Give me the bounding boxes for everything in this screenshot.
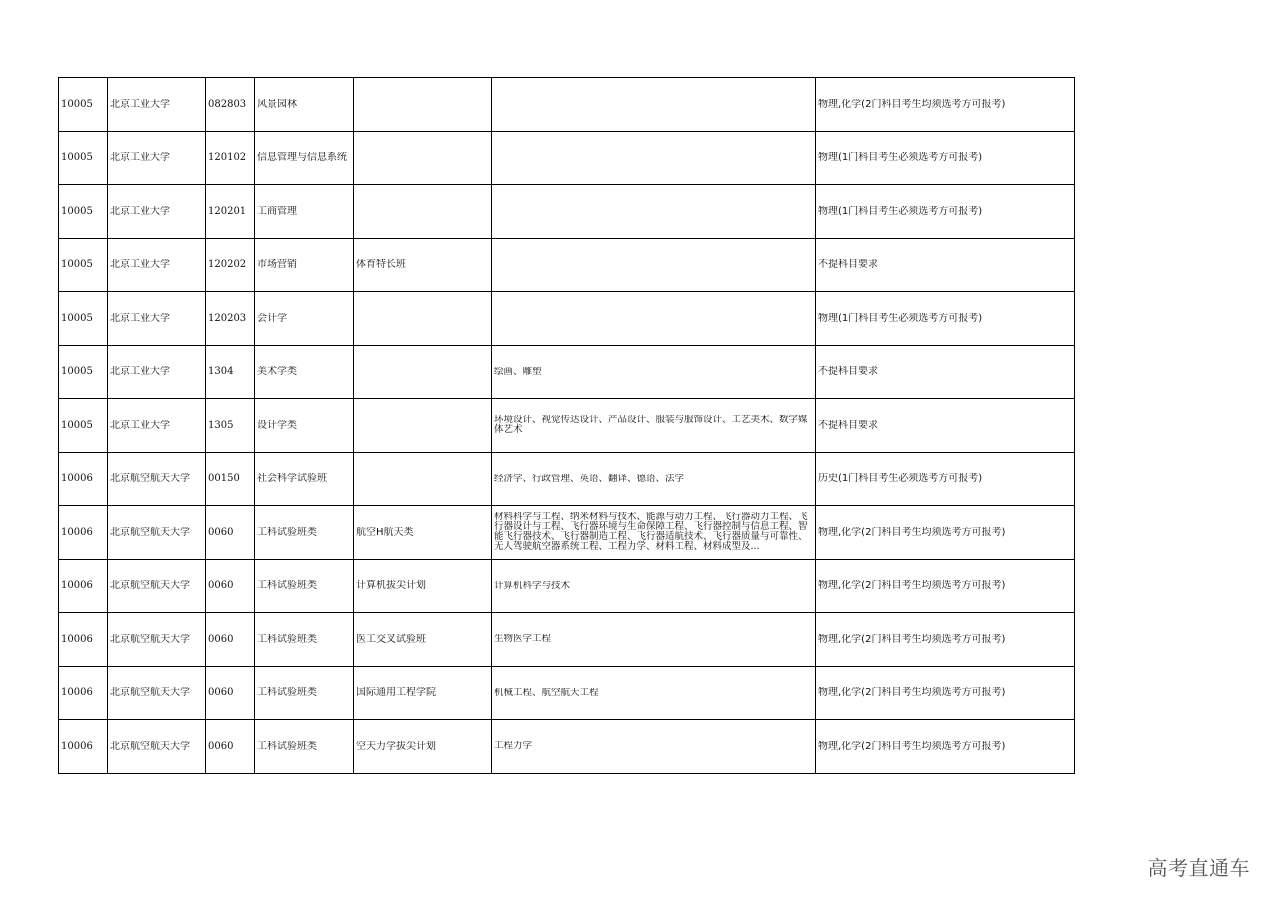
subject-requirement-cell-text: 物理,化学(2门科目考生均须选考方可报考): [818, 526, 1006, 538]
included-majors-cell: [492, 452, 816, 506]
included-majors-cell-text: 经济学、行政管理、英语、翻译、德语、法学: [494, 473, 685, 484]
major-name-cell-text: 工商管理: [257, 205, 297, 217]
included-majors-cell-text: 机械工程、航空航天工程: [494, 687, 599, 698]
major-name-cell-text: 工科试验班类: [257, 526, 317, 538]
major-code-cell: [206, 238, 255, 292]
major-name-cell-text: 市场营销: [257, 259, 297, 271]
school-name-cell-text: 北京航空航天大学: [110, 580, 190, 592]
subject-requirement-cell-text: 不提科目要求: [818, 366, 878, 378]
included-majors-cell: [492, 345, 816, 399]
school-code-cell: [59, 559, 108, 613]
major-name-cell-text: 工科试验班类: [257, 687, 317, 699]
school-code-cell: [59, 613, 108, 667]
subject-requirement-cell-text: 物理,化学(2门科目考生均须选考方可报考): [818, 580, 1006, 592]
major-note-cell: [354, 292, 492, 346]
subject-requirement-cell: [816, 345, 1075, 399]
table-row: [59, 185, 1075, 239]
major-name-cell-text: 工科试验班类: [257, 580, 317, 592]
school-name-cell: [108, 506, 206, 560]
major-code-cell: [206, 613, 255, 667]
subject-requirement-cell-text: 不提科目要求: [818, 259, 878, 271]
subject-requirement-cell: [816, 720, 1075, 774]
subject-requirement-cell: [816, 399, 1075, 453]
major-code-cell-text: 0060: [208, 526, 234, 538]
major-name-cell: [255, 666, 354, 720]
included-majors-cell: [492, 666, 816, 720]
school-name-cell: [108, 559, 206, 613]
subject-requirement-cell: [816, 185, 1075, 239]
table-row: [59, 559, 1075, 613]
subject-requirement-cell: [816, 506, 1075, 560]
school-code-cell-text: 10005: [61, 205, 93, 217]
included-majors-cell: [492, 238, 816, 292]
school-name-cell: [108, 720, 206, 774]
major-code-cell-text: 1304: [208, 366, 234, 378]
included-majors-cell: [492, 399, 816, 453]
major-note-cell: [354, 559, 492, 613]
subject-requirement-cell-text: 物理(1门科目考生必须选考方可报考): [818, 205, 983, 217]
major-code-cell: [206, 399, 255, 453]
school-code-cell: [59, 720, 108, 774]
major-name-cell: [255, 559, 354, 613]
major-code-cell-text: 1305: [208, 419, 234, 431]
major-code-cell: [206, 559, 255, 613]
included-majors-cell-text: 生物医学工程: [494, 634, 552, 645]
major-code-cell: [206, 506, 255, 560]
admission-subject-table: [58, 77, 1075, 774]
major-name-cell: [255, 131, 354, 185]
major-note-cell: [354, 131, 492, 185]
school-code-cell: [59, 345, 108, 399]
major-code-cell-text: 120102: [208, 152, 247, 164]
included-majors-cell-text: 绘画、雕塑: [494, 366, 542, 377]
major-code-cell-text: 082803: [208, 98, 247, 110]
subject-requirement-cell-text: 物理,化学(2门科目考生均须选考方可报考): [818, 98, 1006, 110]
subject-requirement-cell: [816, 292, 1075, 346]
major-name-cell: [255, 613, 354, 667]
school-code-cell: [59, 506, 108, 560]
major-code-cell-text: 0060: [208, 633, 234, 645]
school-name-cell-text: 北京航空航天大学: [110, 526, 190, 538]
major-code-cell: [206, 345, 255, 399]
included-majors-cell: [492, 613, 816, 667]
table-row: [59, 613, 1075, 667]
subject-requirement-cell: [816, 78, 1075, 132]
major-code-cell-text: 00150: [208, 473, 240, 485]
major-code-cell: [206, 292, 255, 346]
school-code-cell: [59, 78, 108, 132]
included-majors-cell-text: 材料科学与工程、纳米材料与技术、能源与动力工程、飞行器动力工程、飞行器设计与工程、飞行器环境与生命保障工程、飞行器控制与信息工程、智能飞行器技术、飞行器制造工程、飞行器适航技术、飞行器质量与可靠性、无人驾驶航空器系统工程、工程力学、材料工程、材料成型及...: [494, 512, 808, 553]
major-name-cell-text: 信息管理与信息系统: [257, 152, 347, 164]
major-code-cell: [206, 78, 255, 132]
school-name-cell-text: 北京工业大学: [110, 366, 170, 378]
major-name-cell: [255, 292, 354, 346]
major-note-cell: [354, 399, 492, 453]
school-code-cell-text: 10006: [61, 687, 93, 699]
subject-requirement-cell: [816, 452, 1075, 506]
table-row: [59, 345, 1075, 399]
school-code-cell-text: 10006: [61, 740, 93, 752]
included-majors-cell-text: 工程力学: [494, 741, 533, 752]
major-name-cell: [255, 78, 354, 132]
subject-requirement-cell: [816, 559, 1075, 613]
included-majors-cell-text: 计算机科学与技术: [494, 580, 571, 591]
major-name-cell-text: 设计学类: [257, 419, 297, 431]
subject-requirement-cell-text: 历史(1门科目考生必须选考方可报考): [818, 473, 983, 485]
table-row: [59, 506, 1075, 560]
major-note-cell: [354, 78, 492, 132]
included-majors-cell: [492, 78, 816, 132]
school-name-cell-text: 北京工业大学: [110, 205, 170, 217]
included-majors-cell: [492, 292, 816, 346]
school-name-cell-text: 北京工业大学: [110, 98, 170, 110]
school-name-cell: [108, 613, 206, 667]
school-name-cell: [108, 78, 206, 132]
school-name-cell-text: 北京航空航天大学: [110, 740, 190, 752]
major-note-cell: [354, 666, 492, 720]
subject-requirement-cell: [816, 666, 1075, 720]
school-code-cell: [59, 131, 108, 185]
major-name-cell-text: 工科试验班类: [257, 740, 317, 752]
school-name-cell: [108, 131, 206, 185]
school-name-cell: [108, 185, 206, 239]
major-code-cell-text: 120201: [208, 205, 247, 217]
subject-requirement-cell: [816, 613, 1075, 667]
school-code-cell-text: 10005: [61, 419, 93, 431]
school-code-cell-text: 10005: [61, 366, 93, 378]
included-majors-cell: [492, 131, 816, 185]
school-name-cell: [108, 452, 206, 506]
school-code-cell-text: 10006: [61, 473, 93, 485]
school-code-cell-text: 10006: [61, 580, 93, 592]
major-name-cell: [255, 399, 354, 453]
major-code-cell: [206, 131, 255, 185]
major-name-cell-text: 美术学类: [257, 366, 297, 378]
school-code-cell-text: 10005: [61, 312, 93, 324]
school-name-cell-text: 北京航空航天大学: [110, 633, 190, 645]
major-note-cell: [354, 238, 492, 292]
school-name-cell: [108, 292, 206, 346]
school-name-cell: [108, 345, 206, 399]
major-note-cell-text: 空天力学拔尖计划: [356, 740, 436, 752]
school-code-cell: [59, 399, 108, 453]
subject-requirement-cell-text: 物理(1门科目考生必须选考方可报考): [818, 152, 983, 164]
major-code-cell-text: 0060: [208, 687, 234, 699]
included-majors-cell-text: 环境设计、视觉传达设计、产品设计、服装与服饰设计、工艺美术、数字媒体艺术: [494, 415, 808, 436]
school-name-cell-text: 北京工业大学: [110, 259, 170, 271]
major-note-cell-text: 体育特长班: [356, 259, 406, 271]
major-name-cell-text: 风景园林: [257, 98, 297, 110]
included-majors-cell: [492, 506, 816, 560]
table-row: [59, 238, 1075, 292]
table-row: [59, 452, 1075, 506]
subject-requirement-cell-text: 物理,化学(2门科目考生均须选考方可报考): [818, 687, 1006, 699]
included-majors-cell: [492, 559, 816, 613]
school-name-cell: [108, 399, 206, 453]
major-note-cell: [354, 613, 492, 667]
major-name-cell-text: 社会科学试验班: [257, 473, 327, 485]
major-name-cell: [255, 238, 354, 292]
major-code-cell-text: 120202: [208, 259, 247, 271]
school-code-cell-text: 10005: [61, 259, 93, 271]
major-note-cell: [354, 452, 492, 506]
subject-requirement-cell: [816, 238, 1075, 292]
included-majors-cell: [492, 185, 816, 239]
school-name-cell-text: 北京工业大学: [110, 419, 170, 431]
major-name-cell: [255, 345, 354, 399]
included-majors-cell: [492, 720, 816, 774]
table-row: [59, 720, 1075, 774]
school-name-cell-text: 北京工业大学: [110, 312, 170, 324]
major-note-cell-text: 航空H航天类: [356, 526, 414, 538]
major-note-cell: [354, 185, 492, 239]
major-code-cell-text: 120203: [208, 312, 247, 324]
major-note-cell: [354, 720, 492, 774]
major-code-cell-text: 0060: [208, 580, 234, 592]
subject-requirement-cell-text: 物理,化学(2门科目考生均须选考方可报考): [818, 633, 1006, 645]
table-row: [59, 399, 1075, 453]
school-code-cell: [59, 452, 108, 506]
major-name-cell: [255, 452, 354, 506]
school-code-cell: [59, 666, 108, 720]
major-code-cell: [206, 666, 255, 720]
table-row: [59, 78, 1075, 132]
major-note-cell: [354, 506, 492, 560]
school-code-cell: [59, 292, 108, 346]
table-row: [59, 131, 1075, 185]
subject-requirement-cell-text: 物理,化学(2门科目考生均须选考方可报考): [818, 740, 1006, 752]
table-row: [59, 666, 1075, 720]
school-name-cell-text: 北京航空航天大学: [110, 473, 190, 485]
subject-requirement-cell-text: 物理(1门科目考生必须选考方可报考): [818, 312, 983, 324]
school-code-cell-text: 10006: [61, 526, 93, 538]
subject-requirement-cell: [816, 131, 1075, 185]
major-name-cell-text: 工科试验班类: [257, 633, 317, 645]
major-name-cell: [255, 720, 354, 774]
major-note-cell-text: 计算机拔尖计划: [356, 580, 426, 592]
major-code-cell: [206, 720, 255, 774]
major-code-cell-text: 0060: [208, 740, 234, 752]
school-code-cell-text: 10006: [61, 633, 93, 645]
school-name-cell: [108, 238, 206, 292]
major-name-cell: [255, 506, 354, 560]
school-name-cell: [108, 666, 206, 720]
major-note-cell: [354, 345, 492, 399]
school-name-cell-text: 北京工业大学: [110, 152, 170, 164]
major-note-cell-text: 国际通用工程学院: [356, 687, 436, 699]
school-code-cell: [59, 185, 108, 239]
major-code-cell: [206, 452, 255, 506]
major-name-cell: [255, 185, 354, 239]
major-note-cell-text: 医工交叉试验班: [356, 633, 426, 645]
major-code-cell: [206, 185, 255, 239]
watermark-text: 高考直通车: [1147, 856, 1250, 880]
school-code-cell: [59, 238, 108, 292]
major-name-cell-text: 会计学: [257, 312, 287, 324]
school-name-cell-text: 北京航空航天大学: [110, 687, 190, 699]
table-row: [59, 292, 1075, 346]
school-code-cell-text: 10005: [61, 152, 93, 164]
subject-requirement-cell-text: 不提科目要求: [818, 419, 878, 431]
school-code-cell-text: 10005: [61, 98, 93, 110]
